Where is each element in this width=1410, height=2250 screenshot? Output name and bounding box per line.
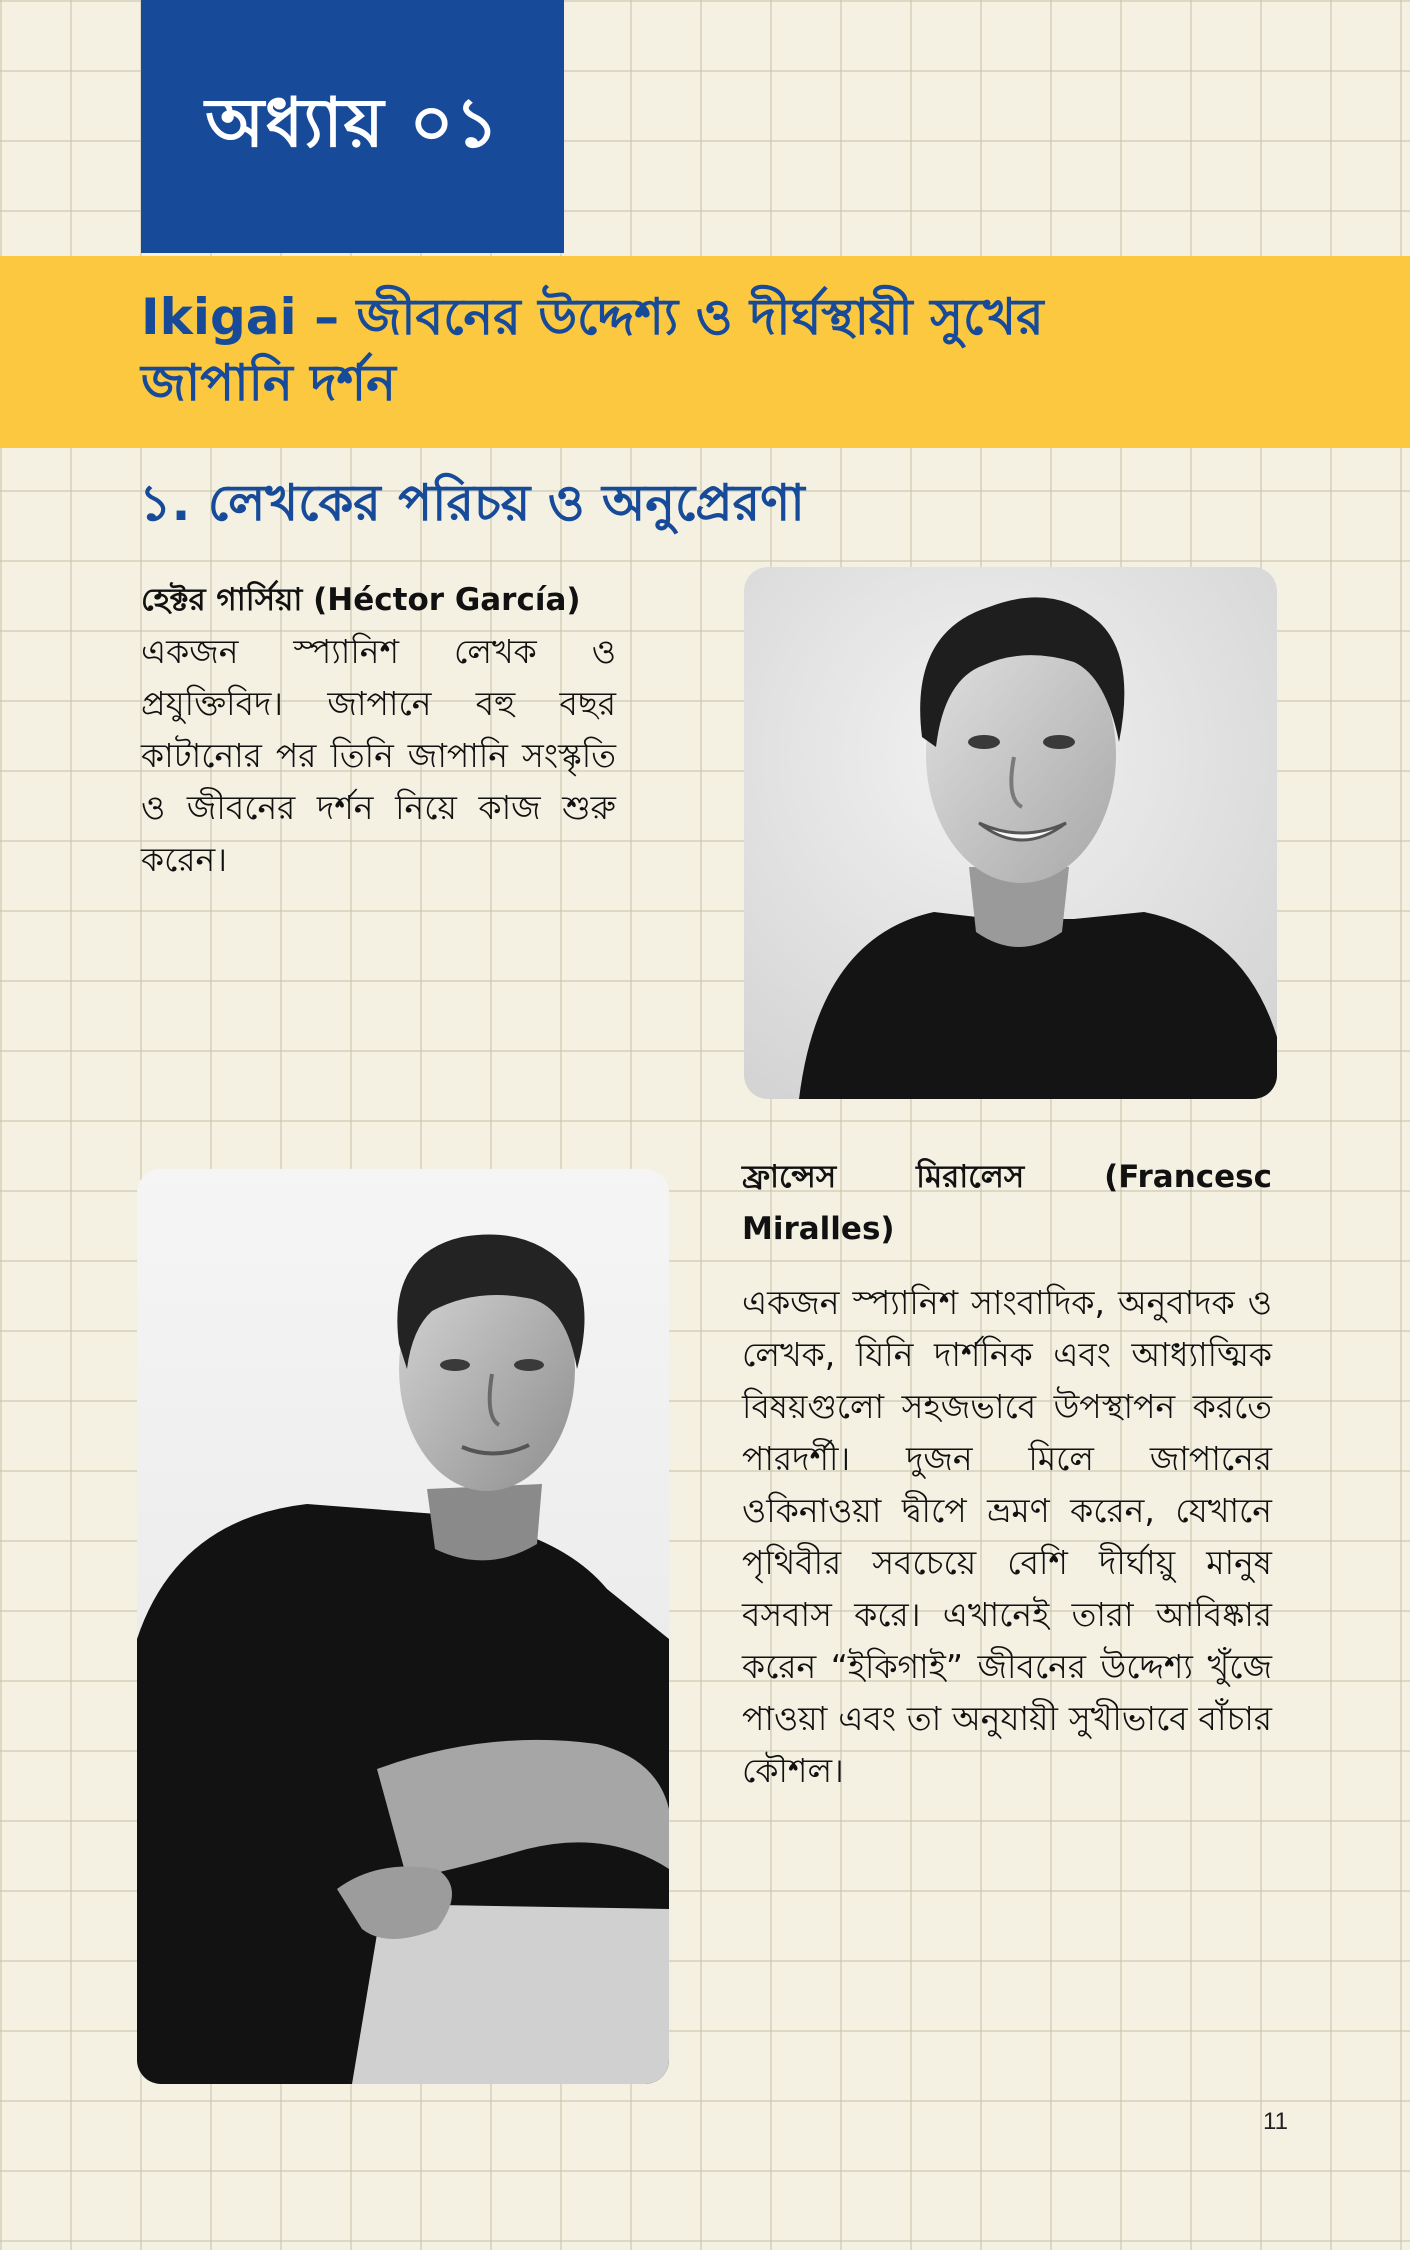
author-bio-hector — [141, 574, 616, 886]
author-text-francesc: একজন স্প্যানিশ সাংবাদিক, অনুবাদক ও লেখক, যিনি দার্শনিক এবং আধ্যাত্মিক বিষয়গুলো সহজভাবে উপস্থাপন করতে পারদর্শী। দুজন মিলে জাপানের ওকিনাওয়া দ্বীপে ভ্রমণ করেন, যেখানে পৃথিবীর সবচেয়ে বেশি দীর্ঘায়ু মানুষ বসবাস করে। এখানেই তারা আবিষ্কার করেন “ইকিগাই” জীবনের উদ্দেশ্য খুঁজে পাওয়া এবং তা অনুযায়ী সুখীভাবে বাঁচার কৌশল। — [742, 1283, 1272, 1790]
section-heading: ১. লেখকের পরিচয় ও অনুপ্রেরণা — [139, 474, 805, 532]
chapter-label: অধ্যায় ০১ — [205, 83, 500, 163]
chapter-label-box — [141, 0, 564, 253]
author-text-hector: একজন স্প্যানিশ লেখক ও প্রযুক্তিবিদ। জাপানে বহু বছর কাটানোর পর তিনি জাপানি সংস্কৃতি ও জীবনের দর্শন নিয়ে কাজ শুরু করেন। — [141, 632, 616, 879]
page-title: Ikigai – জীবনের উদ্দেশ্য ও দীর্ঘস্থায়ী সুখের জাপানি দর্শন — [141, 288, 1044, 412]
author-name-hector: হেক্টর গার্সিয়া (Héctor García) — [141, 582, 581, 618]
photo-francesc-miralles — [137, 1169, 669, 2084]
author-name-francesc: ফ্রান্সেস মিরালেস (Francesc Miralles) — [742, 1159, 1272, 1247]
title-band — [0, 256, 1410, 448]
page-number: 11 — [1263, 2108, 1288, 2135]
photo-hector-garcia — [744, 567, 1277, 1099]
author-bio-francesc — [742, 1151, 1272, 1797]
